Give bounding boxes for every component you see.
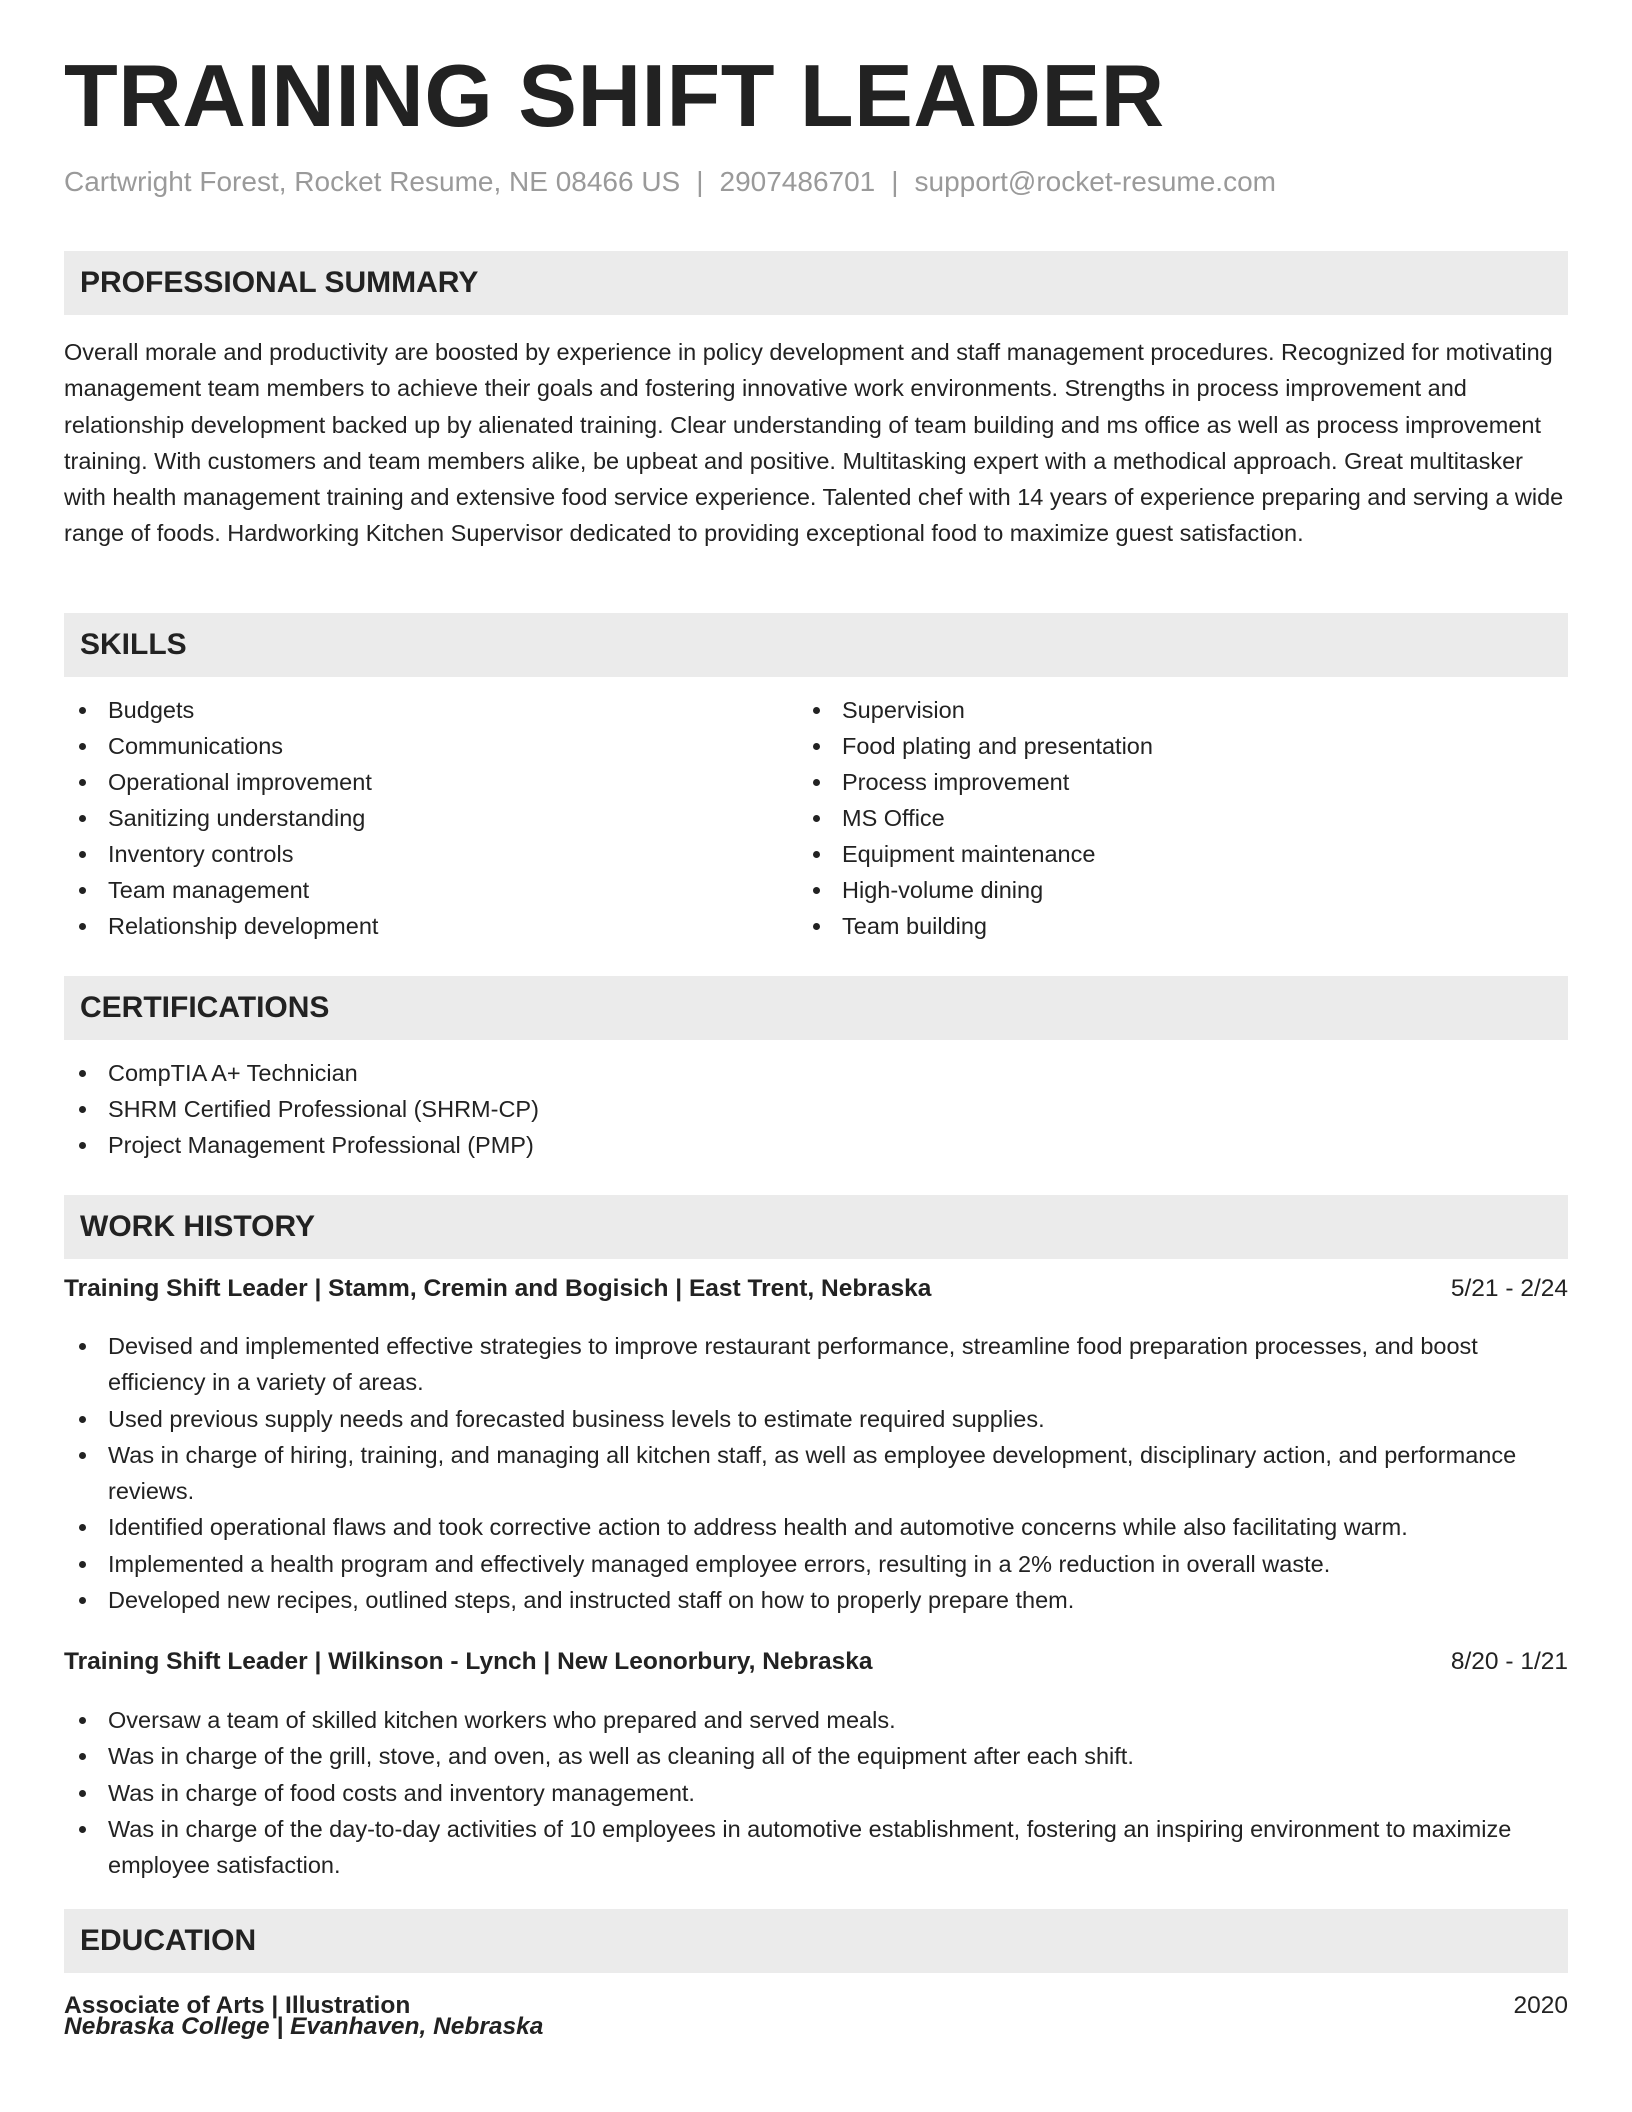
skill-item: Team management [64, 872, 794, 908]
section-heading-education: EDUCATION [64, 1909, 1568, 1973]
certification-item: CompTIA A+ Technician [64, 1055, 1568, 1091]
skills-list-right [798, 692, 1558, 944]
contact-line [64, 166, 1276, 198]
section-heading-certifications: CERTIFICATIONS [64, 976, 1568, 1040]
section-heading-summary: PROFESSIONAL SUMMARY [64, 251, 1568, 315]
job-heading: Training Shift Leader | Wilkinson - Lynch | New Leonorbury, Nebraska [64, 1648, 873, 1675]
job-bullet: Was in charge of hiring, training, and managing all kitchen staff, as well as employee development, disciplinary action, and performance reviews. [64, 1437, 1568, 1510]
job-bullet: Was in charge of food costs and inventory management. [64, 1775, 1568, 1811]
skill-item: Communications [64, 728, 794, 764]
job-bullet: Implemented a health program and effectively managed employee errors, resulting in a 2% reduction in overall waste. [64, 1546, 1568, 1582]
education-year: 2020 [1513, 1992, 1568, 2019]
skill-item: Equipment maintenance [798, 836, 1558, 872]
job-bullet: Identified operational flaws and took corrective action to address health and automotive concerns while also facilitating warm. [64, 1509, 1568, 1545]
skill-item: Sanitizing understanding [64, 800, 794, 836]
job-heading: Training Shift Leader | Stamm, Cremin and Bogisich | East Trent, Nebraska [64, 1275, 932, 1302]
job-bullets [64, 1702, 1568, 1883]
education-school: Nebraska College | Evanhaven, Nebraska [64, 2013, 544, 2040]
skill-item: Process improvement [798, 764, 1558, 800]
job-bullet: Oversaw a team of skilled kitchen workers who prepared and served meals. [64, 1702, 1568, 1738]
skill-item: Team building [798, 908, 1558, 944]
contact-email: support@rocket-resume.com [914, 166, 1276, 197]
contact-separator: | [891, 166, 899, 197]
skill-item: MS Office [798, 800, 1558, 836]
job-bullet: Was in charge of the day-to-day activities of 10 employees in automotive establishment, fostering an inspiring environment to maximize employee satisfaction. [64, 1811, 1568, 1884]
certification-item: SHRM Certified Professional (SHRM-CP) [64, 1091, 1568, 1127]
certification-item: Project Management Professional (PMP) [64, 1127, 1568, 1163]
contact-address: Cartwright Forest, Rocket Resume, NE 08466 US [64, 166, 681, 197]
skill-item: High-volume dining [798, 872, 1558, 908]
skill-item: Supervision [798, 692, 1558, 728]
skill-item: Inventory controls [64, 836, 794, 872]
contact-separator: | [696, 166, 704, 197]
job-dates: 8/20 - 1/21 [1450, 1648, 1568, 1675]
summary-text: Overall morale and productivity are boosted by experience in policy development and staff management procedures. Recognized for motivating management team members to achieve their goals and fostering innovative work environments. Strengths in process improvement and relationship development backed up by alienated training. Clear understanding of team building and ms office as well as process improvement training. With customers and team members alike, be upbeat and positive. Multitasking expert with a methodical approach. Great multitasker with health management training and extensive food service experience. Talented chef with 14 years of experience preparing and serving a wide range of foods. Hardworking Kitchen Supervisor dedicated to providing exceptional food to maximize guest satisfaction. [64, 339, 1564, 547]
job-bullet: Was in charge of the grill, stove, and oven, as well as cleaning all of the equipment after each shift. [64, 1738, 1568, 1774]
job-dates: 5/21 - 2/24 [1450, 1275, 1568, 1302]
certifications-list [64, 1055, 1568, 1163]
job-bullet: Devised and implemented effective strategies to improve restaurant performance, streamline food preparation processes, and boost efficiency in a variety of areas. [64, 1328, 1568, 1401]
skill-item: Budgets [64, 692, 794, 728]
skill-item: Relationship development [64, 908, 794, 944]
section-heading-work-history: WORK HISTORY [64, 1195, 1568, 1259]
skill-item: Operational improvement [64, 764, 794, 800]
resume-name: TRAINING SHIFT LEADER [64, 46, 1165, 145]
section-heading-skills: SKILLS [64, 613, 1568, 677]
education-degree: Associate of Arts | Illustration [64, 1992, 411, 2019]
skills-list-left [64, 692, 794, 944]
contact-phone: 2907486701 [719, 166, 876, 197]
job-bullet: Developed new recipes, outlined steps, and instructed staff on how to properly prepare them. [64, 1582, 1568, 1618]
skill-item: Food plating and presentation [798, 728, 1558, 764]
job-bullet: Used previous supply needs and forecasted business levels to estimate required supplies. [64, 1401, 1568, 1437]
job-bullets [64, 1328, 1568, 1618]
